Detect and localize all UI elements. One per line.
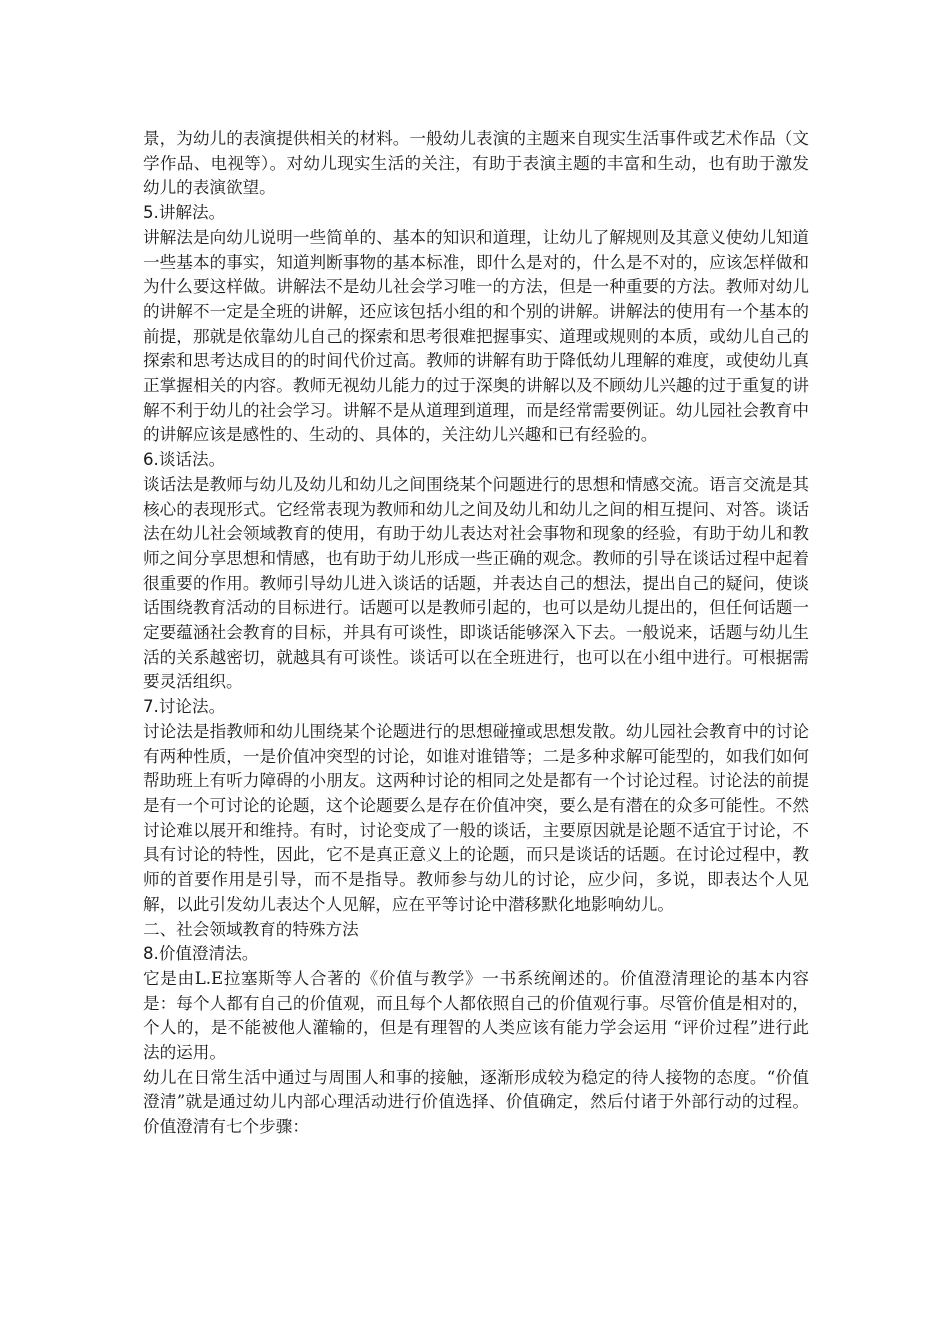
heading-discussion-method: 7.讨论法。 [143,697,226,717]
document-page [143,127,809,1140]
paragraph-explanation-method: 讲解法是向幼儿说明一些简单的、基本的知识和道理，让幼儿了解规则及其意义使幼儿知道一些基本的事实，知道判断事物的基本标准，即什么是对的，什么是不对的，应该怎样做和为什么要这样做。讲解法不是幼儿社会学习唯一的方法，但是一种重要的方法。教师对幼儿的讲解不一定是全班的讲解，还应该包括小组的和个别的讲解。讲解法的使用有一个基本的前提，那就是依靠幼儿自己的探索和思考很难把握事实、道理或规则的本质，或幼儿自己的探索和思考达成目的的时间代价过高。教师的讲解有助于降低幼儿理解的难度，或使幼儿真正掌握相关的内容。教师无视幼儿能力的过于深奥的讲解以及不顾幼儿兴趣的过于重复的讲解不利于幼儿的社会学习。讲解不是从道理到道理，而是经常需要例证。幼儿园社会教育中的讲解应该是感性的、生动的、具体的，关注幼儿兴趣和已有经验的。 [143,227,809,445]
section-heading-special-methods: 二、社会领域教育的特殊方法 [143,919,359,939]
paragraph-conversation-method: 谈话法是教师与幼儿及幼儿和幼儿之间围绕某个问题进行的思想和情感交流。语言交流是其核心的表现形式。它经常表现为教师和幼儿之间及幼儿和幼儿之间的相互提问、对答。谈话法在幼儿社会领域教育的使用，有助于幼儿表达对社会事物和现象的经验，有助于幼儿和教师之间分享思想和情感，也有助于幼儿形成一些正确的观念。教师的引导在谈话过程中起着很重要的作用。教师引导幼儿进入谈话的话题，并表达自己的想法，提出自己的疑问，使谈话围绕教育活动的目标进行。话题可以是教师引起的，也可以是幼儿提出的，但任何话题一定要蕴涵社会教育的目标，并具有可谈性，即谈话能够深入下去。一般说来，话题与幼儿生活的关系越密切，就越具有可谈性。谈话可以在全班进行，也可以在小组中进行。可根据需要灵活组织。 [143,474,809,692]
paragraph-value-clarification-steps: 幼儿在日常生活中通过与周围人和事的接触，逐渐形成较为稳定的待人接物的态度。“价值澄清”就是通过幼儿内部心理活动进行价值选择、价值确定，然后付诸于外部行动的过程。价值澄清有七个步骤： [143,1067,809,1137]
paragraph-performance-continued: 景，为幼儿的表演提供相关的材料。一般幼儿表演的主题来自现实生活事件或艺术作品（文学作品、电视等）。对幼儿现实生活的关注，有助于表演主题的丰富和生动，也有助于激发幼儿的表演欲望。 [143,129,809,198]
paragraph-discussion-method: 讨论法是指教师和幼儿围绕某个论题进行的思想碰撞或思想发散。幼儿园社会教育中的讨论有两种性质，一是价值冲突型的讨论，如谁对谁错等；二是多种求解可能型的，如我们如何帮助班上有听力障碍的小朋友。这两种讨论的相同之处是都有一个讨论过程。讨论法的前提是有一个可讨论的论题，这个论题要么是存在价值冲突，要么是有潜在的众多可能性。不然讨论难以展开和维持。有时，讨论变成了一般的谈话，主要原因就是论题不适宜于讨论，不具有讨论的特性，因此，它不是真正意义上的论题，而只是谈话的话题。在讨论过程中，教师的首要作用是引导，而不是指导。教师参与幼儿的讨论，应少问，多说，即表达个人见解，以此引发幼儿表达个人见解，应在平等讨论中潜移默化地影响幼儿。 [143,721,809,914]
heading-conversation-method: 6.谈话法。 [143,450,226,470]
heading-value-clarification: 8.价值澄清法。 [143,944,259,964]
paragraph-value-clarification-theory: 它是由L.E拉塞斯等人合著的《价值与教学》一书系统阐述的。价值澄清理论的基本内容是：每个人都有自己的价值观，而且每个人都依照自己的价值观行事。尽管价值是相对的，个人的，是不能被他人灌输的，但是有理智的人类应该有能力学会运用 “评价过程”进行此法的运用。 [143,968,809,1063]
heading-explanation-method: 5.讲解法。 [143,203,226,223]
